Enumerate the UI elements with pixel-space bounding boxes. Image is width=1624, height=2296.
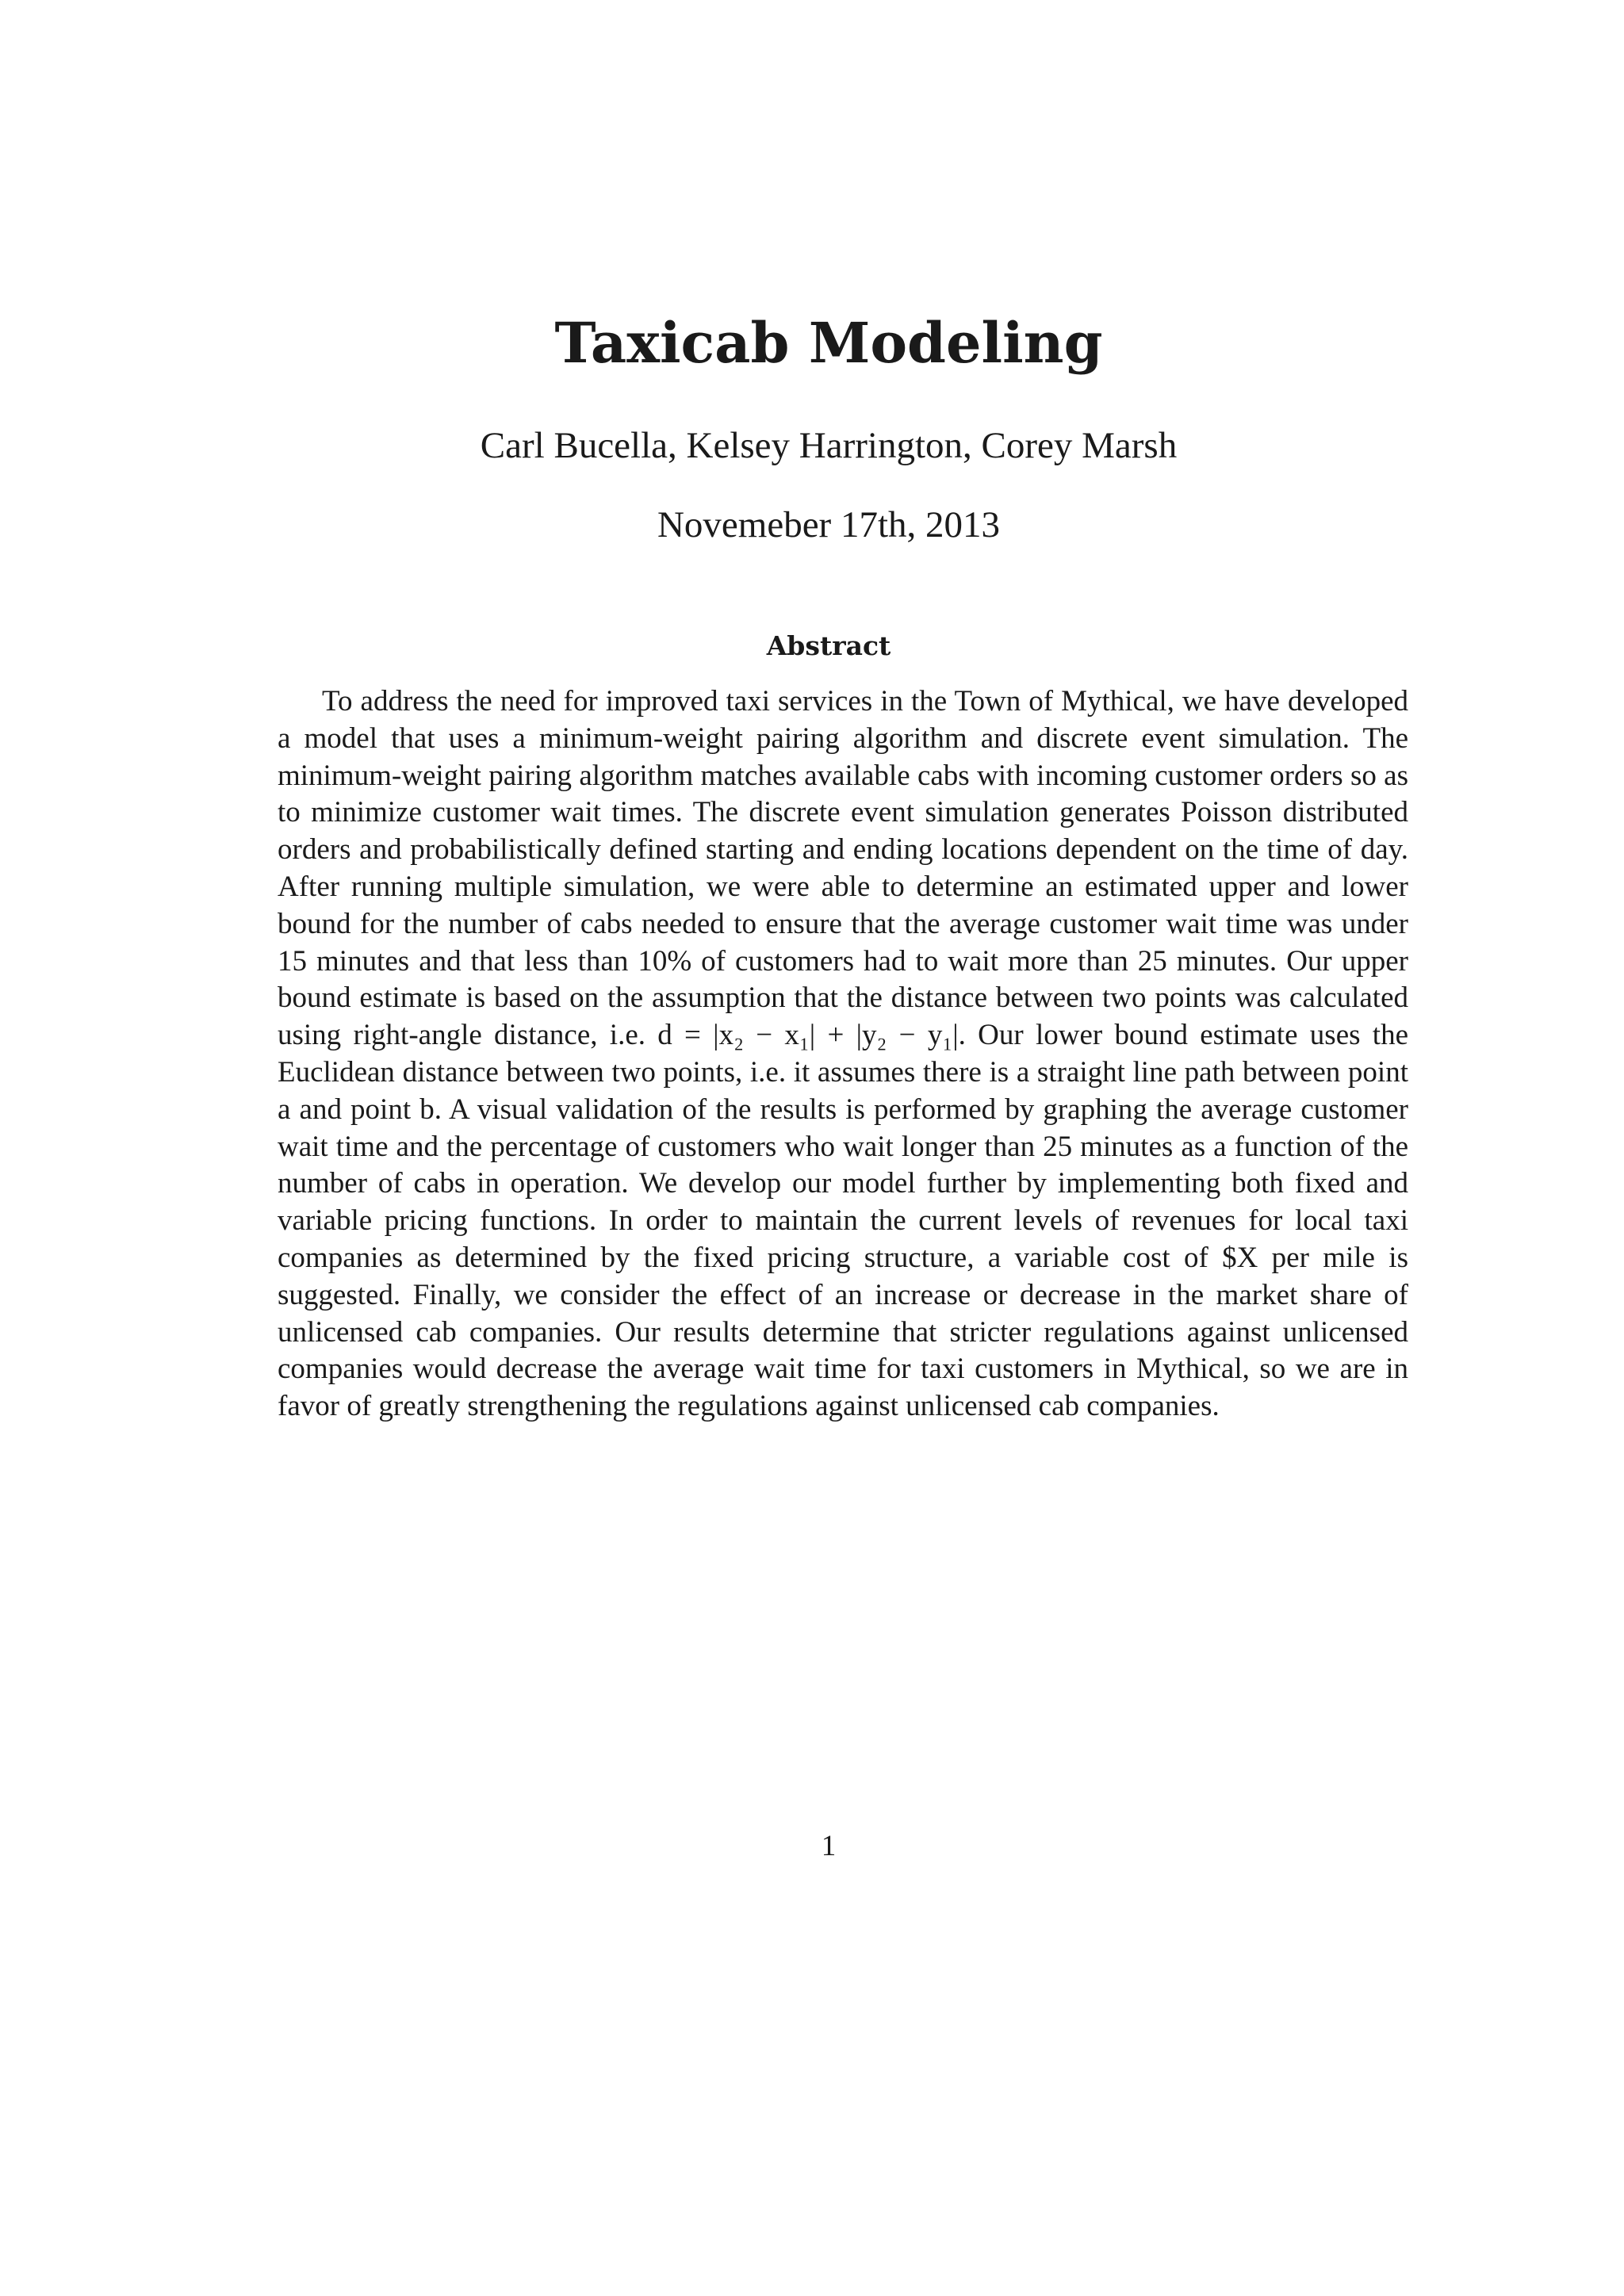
paper-date: Novemeber 17th, 2013 [657, 504, 1001, 545]
page-number: 1 [821, 1830, 837, 1862]
paper-authors: Carl Bucella, Kelsey Harrington, Corey Marsh [480, 425, 1178, 466]
abstract-body: To address the need for improved taxi services in the Town of Mythical, we have developed a model that uses a minimum-weight pairing algorithm and discrete event simulation. The minimum-weight pairing algorithm matches available cabs with incoming customer orders so as to minimize customer wait times. The discrete event simulation generates Poisson distributed orders and probabilistically defined starting and ending locations dependent on the time of day. After running multiple simulation, we were able to determine an estimated upper and lower bound for the number of cabs needed to ensure that the average customer wait time was under 15 minutes and that less than 10% of customers had to wait more than 25 minutes. Our upper bound estimate is based on the assumption that the distance between two points was calculated using right-angle distance, i.e. d = |x₂ − x₁| + |y₂ − y₁|. Our lower bound estimate uses the Euclidean distance between two points, i.e. it assumes there is a straight line path between point a and point b. A visual validation of the results is performed by graphing the average customer wait time and the percentage of customers who wait longer than 25 minutes as a function of the number of cabs in operation. We develop our model further by implementing both fixed and variable pricing functions. In order to maintain the current levels of revenues for local taxi companies as determined by the fixed pricing structure, a variable cost of $X per mile is suggested. Finally, we consider the effect of an increase or decrease in the market share of unlicensed cab companies. Our results determine that stricter regulations against unlicensed companies would decrease the average wait time for taxi customers in Mythical, so we are in favor of greatly strengthening the regulations against unlicensed cab companies. [278, 685, 1408, 1423]
paper-title: Taxicab Modeling [554, 310, 1103, 376]
abstract-heading: Abstract [766, 630, 891, 661]
